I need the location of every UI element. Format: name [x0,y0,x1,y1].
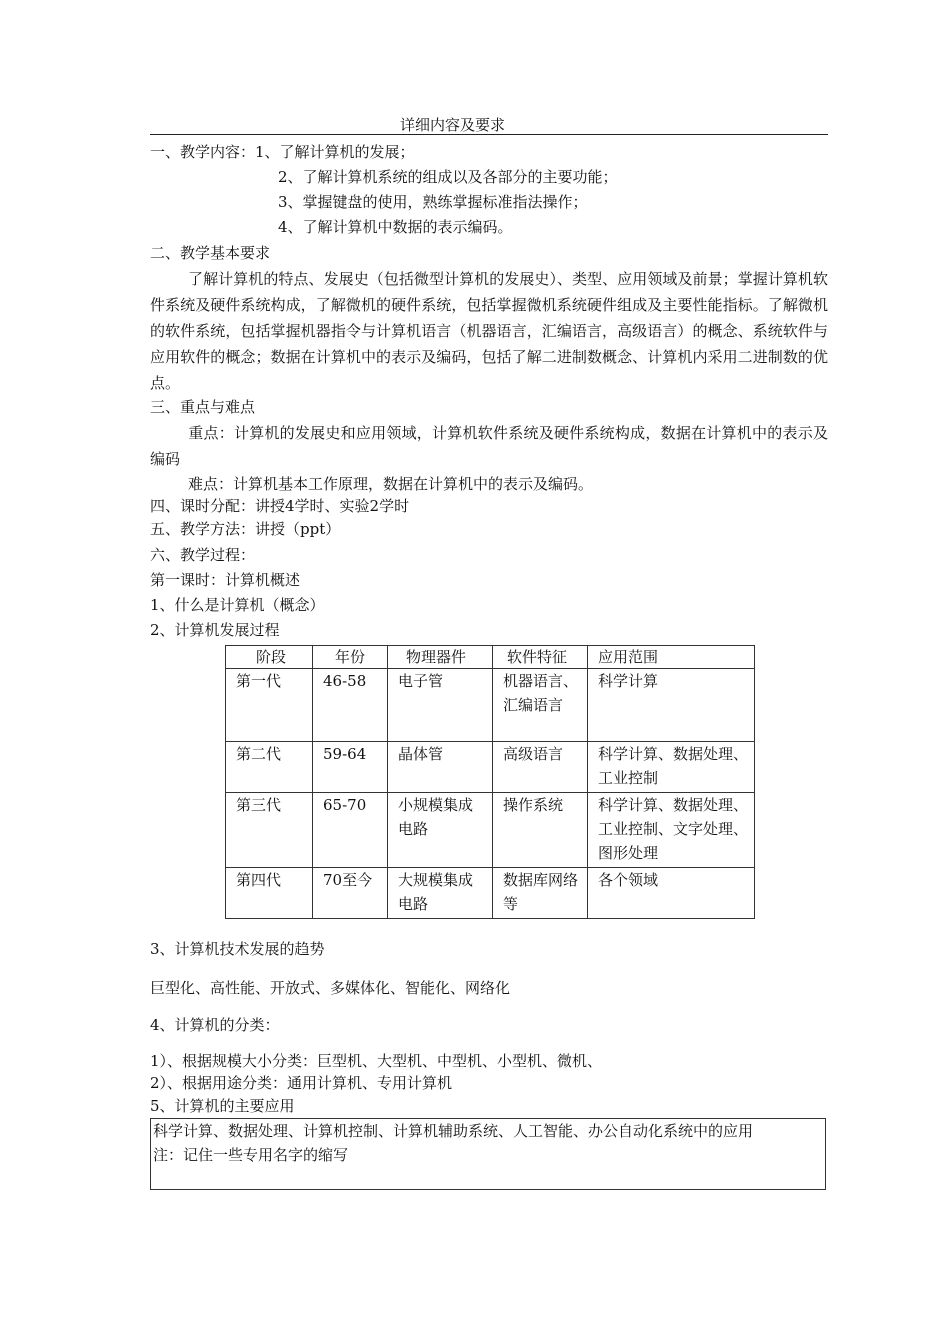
teaching-content-item: 2、了解计算机系统的组成以及各部分的主要功能； [278,168,618,186]
requirements-text: 了解计算机的特点、发展史（包括微型计算机的发展史）、类型、应用领域及前景；掌握计算机软件系统及硬件系统构成，了解微机的硬件系统，包括掌握微机系统硬件组成及主要性能指标。了解微机的软件系统，包括掌握机器指令与计算机语言（机器语言，汇编语言，高级语言）的概念、系统软件与应用软件的概念；数据在计算机中的表示及编码，包括了解二进制数概念、计算机内采用二进制数的优点。 [150,270,828,392]
teaching-content-item: 4、了解计算机中数据的表示编码。 [278,218,513,236]
key-points-text: 重点：计算机的发展史和应用领域，计算机软件系统及硬件系统构成，数据在计算机中的表示及编码 [150,424,828,468]
applications-text: 科学计算、数据处理、计算机控制、计算机辅助系统、人工智能、办公自动化系统中的应用 [153,1122,754,1140]
table-cell: 科学计算、数据处理、工业控制 [588,742,755,793]
table-header-row [226,646,755,669]
header-cell: 阶段 [226,646,313,669]
table-cell: 65-70 [313,793,388,868]
title-underline [150,134,828,135]
item-main-applications: 5、计算机的主要应用 [150,1097,295,1115]
difficult-points: 难点：计算机基本工作原理，数据在计算机中的表示及编码。 [188,475,594,493]
lesson-one-title: 第一课时：计算机概述 [150,571,301,589]
table-cell: 晶体管 [388,742,493,793]
table-cell: 电子管 [388,669,493,742]
table-cell: 70至今 [313,868,388,919]
table-cell: 大规模集成电路 [388,868,493,919]
table-row [226,742,755,793]
key-points-paragraph [150,420,828,472]
page-title: 详细内容及要求 [400,116,506,134]
table-row [226,793,755,868]
applications-note: 注：记住一些专用名字的缩写 [153,1146,349,1164]
table-cell: 小规模集成电路 [388,793,493,868]
table-cell: 第一代 [226,669,313,742]
table-cell: 第二代 [226,742,313,793]
table-cell: 科学计算 [588,669,755,742]
table-cell: 机器语言、汇编语言 [493,669,588,742]
computer-generations-table [225,645,755,919]
header-cell: 软件特征 [493,646,588,669]
table-cell: 第三代 [226,793,313,868]
table-row [226,669,755,742]
table-cell: 数据库网络等 [493,868,588,919]
classification-by-purpose: 2）、根据用途分类：通用计算机、专用计算机 [150,1074,453,1092]
header-cell: 年份 [313,646,388,669]
trends-list: 巨型化、高性能、开放式、多媒体化、智能化、网络化 [150,979,511,997]
item-development-process: 2、计算机发展过程 [150,621,280,639]
section-teaching-method: 五、教学方法：讲授（ppt） [150,520,341,538]
table-cell: 第四代 [226,868,313,919]
item-development-trends: 3、计算机技术发展的趋势 [150,940,325,958]
section-key-points: 三、重点与难点 [150,398,256,416]
applications-box [150,1118,826,1190]
item-classification: 4、计算机的分类： [150,1016,280,1034]
table-cell: 59-64 [313,742,388,793]
table-cell: 科学计算、数据处理、工业控制、文字处理、图形处理 [588,793,755,868]
table-cell: 46-58 [313,669,388,742]
section-basic-requirements: 二、教学基本要求 [150,244,271,262]
table-cell: 高级语言 [493,742,588,793]
header-cell: 物理器件 [388,646,493,669]
section-teaching-process: 六、教学过程： [150,546,256,564]
header-cell: 应用范围 [588,646,755,669]
table-cell: 各个领域 [588,868,755,919]
classification-by-scale: 1）、根据规模大小分类：巨型机、大型机、中型机、小型机、微机、 [150,1052,603,1070]
table-cell: 操作系统 [493,793,588,868]
requirements-paragraph [150,266,828,396]
table-row [226,868,755,919]
section-teaching-content: 一、教学内容：1、了解计算机的发展； [150,143,415,161]
teaching-content-item: 3、掌握键盘的使用，熟练掌握标准指法操作； [278,193,588,211]
item-what-is-computer: 1、什么是计算机（概念） [150,596,325,614]
section-class-hours: 四、课时分配：讲授4学时、实验2学时 [150,497,410,515]
